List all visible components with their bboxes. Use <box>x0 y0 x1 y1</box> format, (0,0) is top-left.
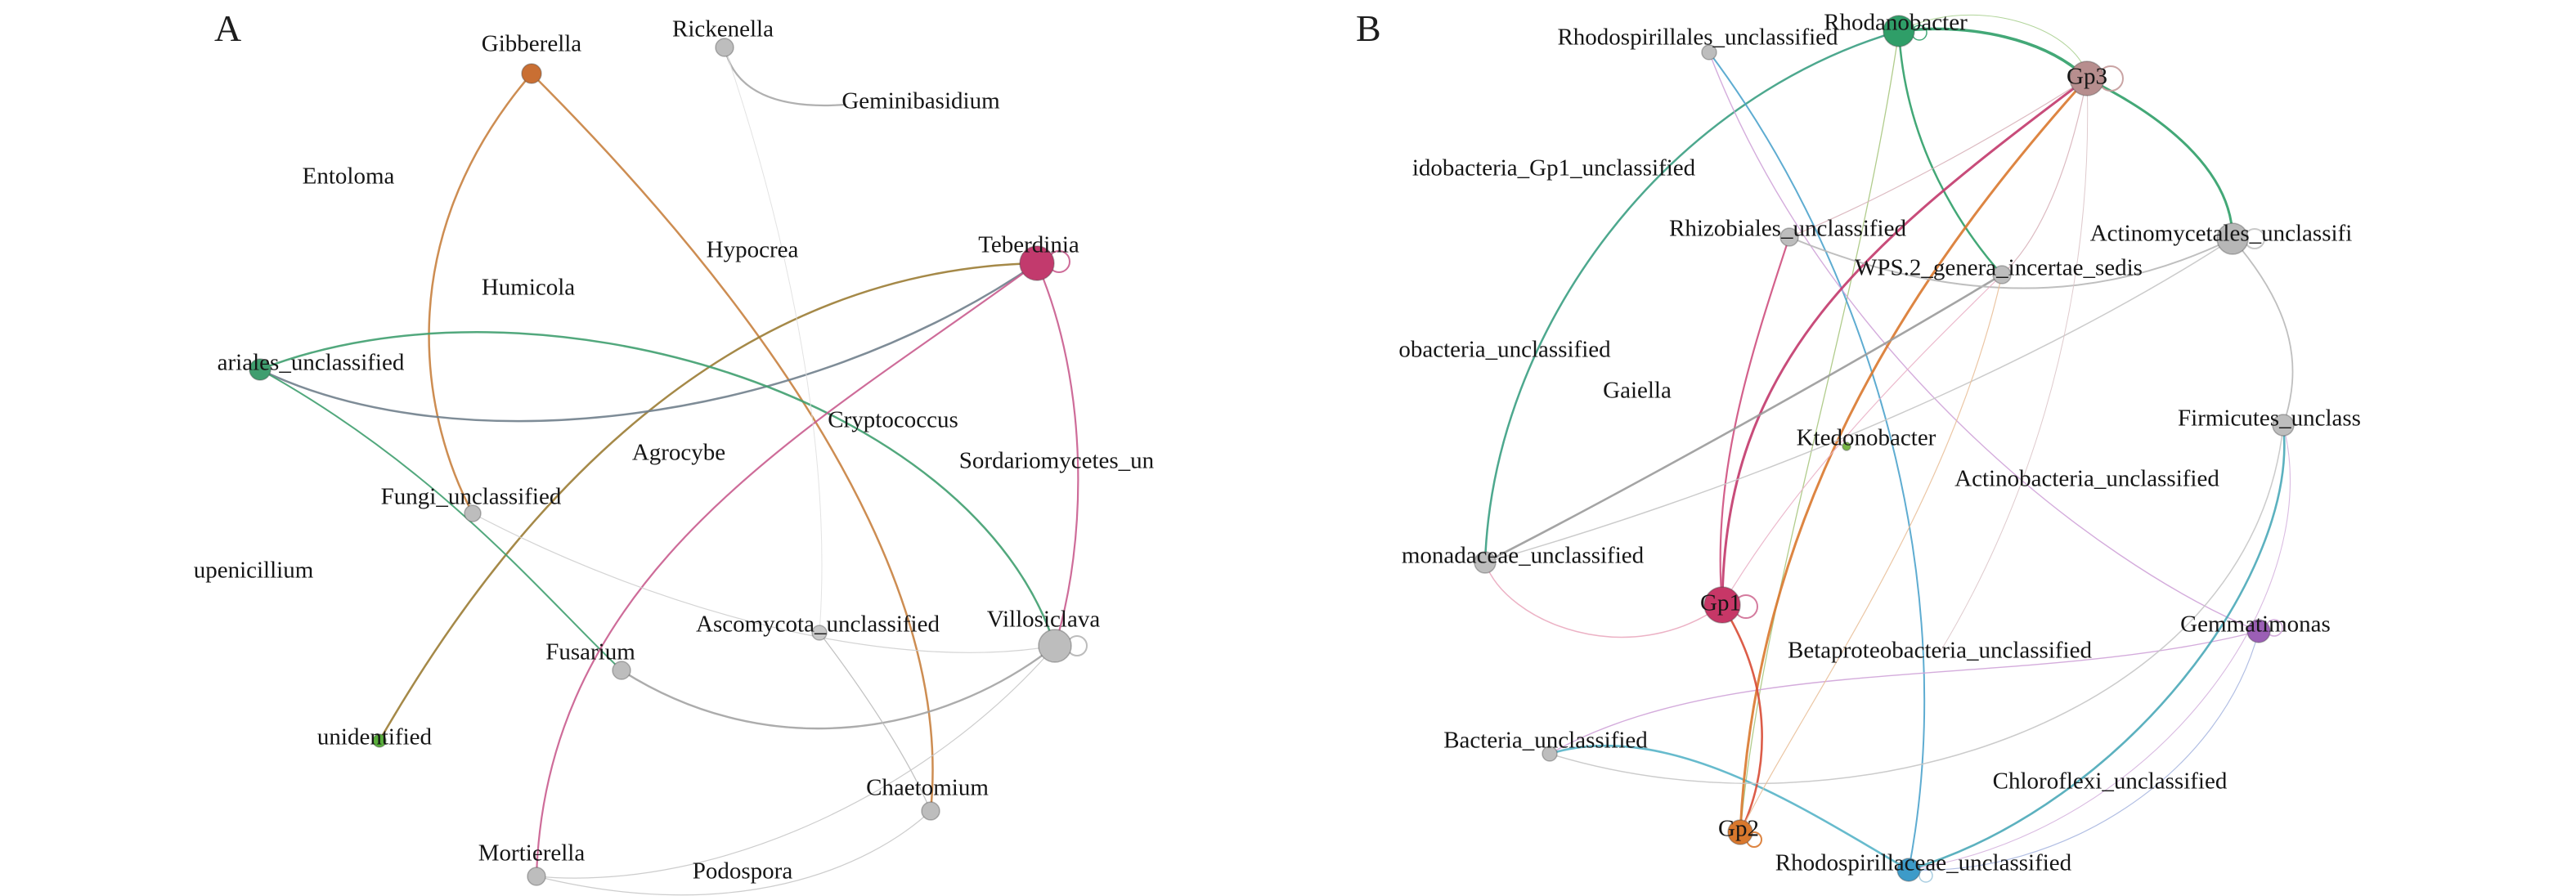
edge-ariales_unclassified-Fusarium <box>260 370 622 670</box>
label-Podospora: Podospora <box>692 858 793 885</box>
edge-Gp3-Gp1 <box>1722 78 2087 605</box>
label-Ascomycota_unclassified: Ascomycota_unclassified <box>696 611 940 638</box>
edge-Gp3-WPS2 <box>2002 78 2087 275</box>
label-Sordariomycetes_un: Sordariomycetes_un <box>958 447 1155 474</box>
panel-b-letter: B <box>1356 7 1381 49</box>
edge-Rhizobiales_unclassified-Gp1 <box>1721 237 1789 605</box>
label-Betaproteobacteria_unclassified: Betaproteobacteria_unclassified <box>1787 637 2093 664</box>
edge-monadaceae_unclassified-Actinomycetales_unclassified <box>1485 239 2233 562</box>
label-Rickenella: Rickenella <box>671 16 774 43</box>
edge-Rhodanobacter-WPS2 <box>1899 31 2002 275</box>
edge-Villosiclava-Mortierella <box>536 646 1055 878</box>
edge-Rickenella-Ascomycota_unclassified <box>725 47 822 633</box>
edge-ariales_unclassified-Teberdinia <box>260 263 1037 421</box>
edge-Gemmatimonas-Rhodospirillaceae_unclassified <box>1909 631 2259 870</box>
edge-ariales_unclassified-Villosiclava <box>260 332 1055 646</box>
edge-Gp3-Actinomycetales_unclassified <box>2087 78 2233 239</box>
label-Rhizobiales_unclassified: Rhizobiales_unclassified <box>1669 215 1906 242</box>
edge-WPS2-monadaceae_unclassified <box>1485 275 2002 562</box>
label-Cryptococcus: Cryptococcus <box>828 406 958 433</box>
label-Villosiclava: Villosiclava <box>986 606 1101 633</box>
label-unidentified: unidentified <box>316 724 433 750</box>
label-Bacteria_unclassified: Bacteria_unclassified <box>1443 727 1648 754</box>
panel-a-fungal-network <box>194 16 1155 895</box>
label-Humicola: Humicola <box>481 274 576 301</box>
label-Actinobacteria_unclassified: Actinobacteria_unclassified <box>1954 465 2219 492</box>
label-monadaceae_unclassified: monadaceae_unclassified <box>1401 542 1645 569</box>
label-Fusarium: Fusarium <box>545 638 635 665</box>
label-ariales_unclassified: ariales_unclassified <box>217 349 405 376</box>
edge-Rhodanobacter-monadaceae_unclassified <box>1485 31 1899 562</box>
label-Firmicutes_unclassified: Firmicutes_unclass <box>2178 405 2361 432</box>
node-Chaetomium[interactable] <box>922 802 940 820</box>
label-WPS2: WPS.2_genera_incertae_sedis <box>1855 254 2143 281</box>
label-Hypocrea: Hypocrea <box>706 236 799 263</box>
label-Entoloma: Entoloma <box>302 163 395 190</box>
panel-a-letter: A <box>214 7 242 49</box>
node-Mortierella[interactable] <box>527 867 545 885</box>
label-Teberdinia: Teberdinia <box>978 231 1079 258</box>
label-Ktedonobacter: Ktedonobacter <box>1796 424 1936 451</box>
label-Rhodospirillaceae_unclassified: Rhodospirillaceae_unclassified <box>1775 849 2072 876</box>
edge-WPS2-Gp2 <box>1740 275 2002 832</box>
label-Actinomycetales_unclassified: Actinomycetales_unclassifi <box>2089 220 2353 247</box>
node-Gibberella[interactable] <box>522 64 541 83</box>
label-Gaiella: Gaiella <box>1603 377 1672 404</box>
label-Gp3: Gp3 <box>2067 63 2107 90</box>
label-obacteria_unclassified: obacteria_unclassified <box>1398 336 1611 363</box>
label-Gibberella: Gibberella <box>481 30 582 57</box>
label-Gp2: Gp2 <box>1718 815 1759 842</box>
edge-Gibberella-Chaetomium <box>532 74 933 811</box>
label-Chaetomium: Chaetomium <box>866 774 989 801</box>
label-Agrocybe: Agrocybe <box>631 439 726 466</box>
label-Fungi_unclassified: Fungi_unclassified <box>380 483 562 510</box>
label-Rhodospirillales_unclassified: Rhodospirillales_unclassified <box>1557 24 1838 51</box>
label-Gemmatimonas: Gemmatimonas <box>2180 611 2331 638</box>
label-Geminibasidium: Geminibasidium <box>841 87 1000 114</box>
label-Chloroflexi_unclassified: Chloroflexi_unclassified <box>1992 768 2228 795</box>
label-Rhodanobacter: Rhodanobacter <box>1824 9 1968 36</box>
edge-Actinomycetales_unclassified-Firmicutes_unclassified <box>2233 239 2293 425</box>
panel-b-bacterial-network <box>1398 10 2361 882</box>
edge-Rickenella-Geminibasidium <box>725 47 846 105</box>
edge-Gp1-monadaceae_unclassified <box>1485 562 1722 637</box>
label-Gp1: Gp1 <box>1700 589 1741 616</box>
label-upenicillium: upenicillium <box>193 557 314 584</box>
node-Villosiclava[interactable] <box>1039 629 1071 662</box>
label-idobacteria_Gp1_unclassified: idobacteria_Gp1_unclassified <box>1411 155 1696 181</box>
label-Mortierella: Mortierella <box>478 840 586 867</box>
edge-Gp3-Gp2 <box>1740 78 2087 832</box>
edge-Gp3-Rhizobiales_unclassified <box>1789 78 2087 237</box>
edge-Rhodanobacter-Gp3 <box>1899 29 2087 78</box>
